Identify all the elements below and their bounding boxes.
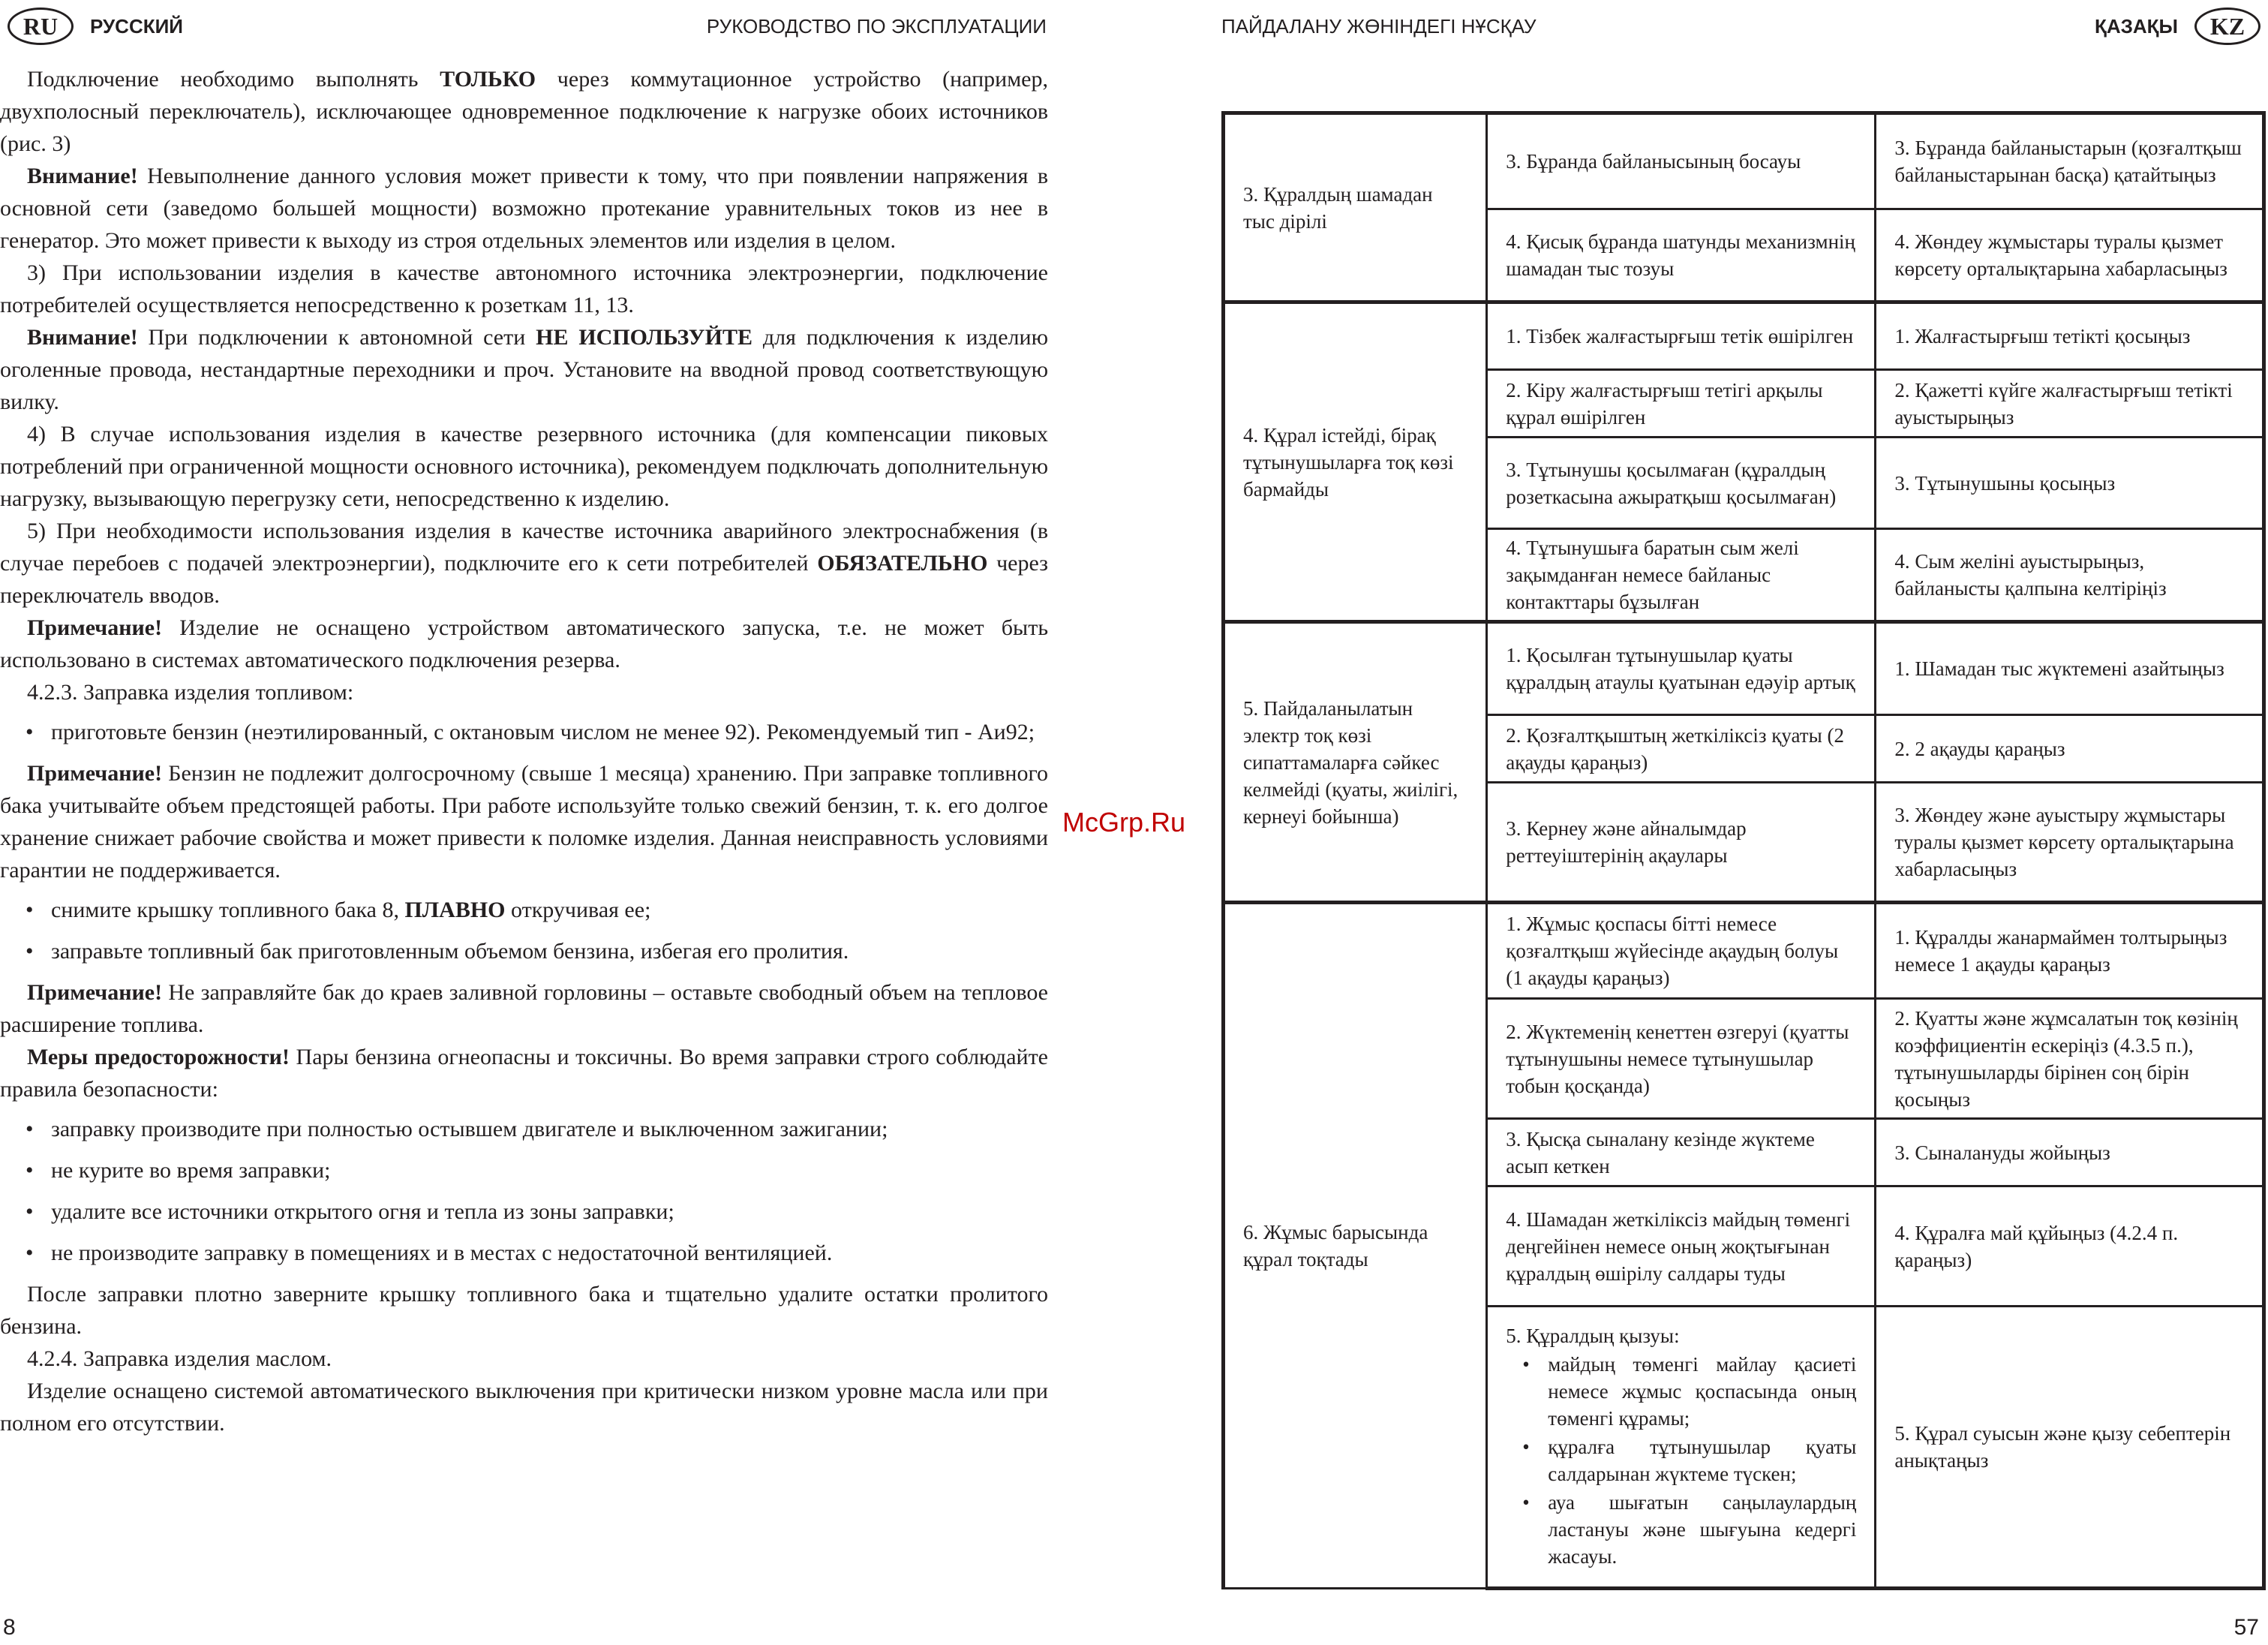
paragraph-reserve: 4) В случае использования изделия в качестве резервного источника (для компенсации пиковых потреблений при ограниченной мощности основного источника), рекомендуем подключать дополнительную нагрузку, вызывающую перегрузку сети, непосредственно к изделию.: [0, 422, 1048, 511]
list-item: • құралға тұтынушылар қуаты салдарынан жүктеме түскен;: [1506, 1433, 1856, 1487]
problem-cell: 4. Құрал істейді, бірақ тұтынушыларға тоқ көзі бармайды: [1224, 302, 1487, 622]
cause-cell: 3. Кернеу және айналымдар реттеуіштерінің ақаулары: [1487, 783, 1876, 903]
paragraph-warning-1: Внимание! Невыполнение данного условия может привести к тому, что при появлении напряжения в основной сети (заведомо большей мощности) возможно протекание уравнительных токов из нее в генератор. Это может привести к выходу из строя отдельных элементов или изделия в целом.: [0, 164, 1048, 253]
language-badge-kz: KZ: [2194, 8, 2260, 45]
cause-cell: 2. Жүктеменің кенеттен өзгеруі (қуатты тұтынушыны немесе тұтынушылар тобын қосқанда): [1487, 999, 1876, 1119]
paragraph-note-2: Примечание! Бензин не подлежит долгосрочному (свыше 1 месяца) хранению. При заправке топливного бака учитывайте объем предстоящей работы. При работе используйте только свежий бензин, т. к. его долгое хранение снижает рабочие свойства и может привести к поломке изделия. Данная неисправность условиями гарантии не поддерживается.: [0, 761, 1048, 883]
page-number-left: 8: [3, 1615, 16, 1640]
fuel-list-1: [0, 716, 1048, 748]
solution-cell: 2. 2 ақауды қараңыз: [1876, 715, 2264, 783]
section-heading-fuel: 4.2.3. Заправка изделия топливом:: [27, 680, 354, 705]
problem-cell: 6. Жұмыс барысында құрал тоқтады: [1224, 903, 1487, 1589]
solution-cell: 3. Бұранда байланыстарын (қозғалтқыш байланыстарынан басқа) қатайтыңыз: [1876, 113, 2264, 209]
cause-bullet-list: [1506, 1351, 1856, 1570]
problem-cell: 3. Құралдың шамадан тыс дірілі: [1224, 113, 1487, 302]
paragraph-connection: Подключение необходимо выполнять ТОЛЬКО через коммутационное устройство (например, двухполосный переключатель), исключающее одновременное подключение к нагрузке обоих источников (рис. 3): [0, 67, 1048, 156]
cause-cell: 4. Қисық бұранда шатунды механизмнің шамадан тыс тозуы: [1487, 209, 1876, 302]
watermark: McGrp.Ru: [1062, 807, 1186, 838]
solution-cell: 1. Құралды жанармаймен толтырыңыз немесе 1 ақауды қараңыз: [1876, 903, 2264, 999]
language-badge-ru: RU: [8, 8, 74, 45]
list-item: • удалите все источники открытого огня и тепла из зоны заправки;: [0, 1195, 1048, 1228]
cause-cell: 1. Қосылған тұтынушылар қуаты құралдың атаулы қуатынан едәуір артық: [1487, 622, 1876, 715]
cause-cell: 3. Қысқа сыналану кезінде жүктеме асып кеткен: [1487, 1119, 1876, 1186]
solution-cell: 5. Құрал суысын және қызу себептерін анықтаңыз: [1876, 1307, 2264, 1589]
list-item: • заправьте топливный бак приготовленным объемом бензина, избегая его пролития.: [0, 935, 1048, 967]
paragraph-note-3: Примечание! Не заправляйте бак до краев заливной горловины – оставьте свободный объем на тепловое расширение топлива.: [0, 980, 1048, 1037]
list-item: • не производите заправку в помещениях и в местах с недостаточной вентиляцией.: [0, 1237, 1048, 1269]
cause-cell: 3. Бұранда байланысының босауы: [1487, 113, 1876, 209]
solution-cell: 1. Шамадан тыс жүктемені азайтыңыз: [1876, 622, 2264, 715]
header-right-language: [2095, 9, 2260, 44]
page-number-right: 57: [2233, 1615, 2259, 1640]
paragraph-emergency: 5) При необходимости использования изделия в качестве источника аварийного электроснабжения (в случае перебоев с подачей электроэнергии), подключите его к сети потребителей ОБЯЗАТЕЛЬНО через переключатель вводов.: [0, 519, 1049, 608]
paragraph-precautions: Меры предосторожности! Пары бензина огнеопасны и токсичны. Во время заправки строго соблюдайте правила безопасности:: [0, 1045, 1048, 1102]
solution-cell: 3. Тұтынушыны қосыңыз: [1876, 438, 2264, 529]
cause-cell: 4. Тұтынушыға баратын сым желі зақымданған немесе байланыс контакттары бұзылған: [1487, 529, 1876, 622]
left-page-body: [0, 63, 1048, 1439]
list-item: • ауа шығатын саңылаулардың ластануы және шығуына кедергі жасауы.: [1506, 1489, 1856, 1570]
table-row: [1224, 113, 2264, 209]
section-heading-oil: 4.2.4. Заправка изделия маслом.: [27, 1346, 332, 1371]
list-item: • не курите во время заправки;: [0, 1154, 1048, 1186]
list-item: • майдың төменгі майлау қасиеті немесе жұмыс қоспасында оның төменгі құрамы;: [1506, 1351, 1856, 1432]
problem-cell: 5. Пайдаланылатын электр тоқ көзі сипаттамаларға сәйкес келмейді (қуаты, жиілігі, кернеуі бойынша): [1224, 622, 1487, 903]
list-item: • снимите крышку топливного бака 8, ПЛАВНО откручивая ее;: [0, 894, 1048, 926]
language-name-kz: ҚАЗАҚЫ: [2094, 14, 2178, 38]
solution-cell: 4. Жөндеу жұмыстары туралы қызмет көрсету орталықтарына хабарласыңыз: [1876, 209, 2264, 302]
list-item: • заправку производите при полностью остывшем двигателе и выключенном зажигании;: [0, 1113, 1048, 1145]
cause-cell: 1. Жұмыс қоспасы бітті немесе қозғалтқыш жүйесінде ақаудың болуы (1 ақауды қараңыз): [1487, 903, 1876, 999]
language-name-ru: РУССКИЙ: [90, 14, 183, 38]
solution-cell: 2. Қуатты және жұмсалатын тоқ көзінің коэффициентін ескеріңіз (4.3.5 п.), тұтынушыларды бірінен соң бірін қосыңыз: [1876, 999, 2264, 1119]
troubleshooting-table: [1221, 111, 2266, 1590]
paragraph-note-1: Примечание! Изделие не оснащено устройством автоматического запуска, т.е. не может быть использовано в системах автоматического подключения резерва.: [0, 615, 1048, 672]
header-left-title: РУКОВОДСТВО ПО ЭКСПЛУАТАЦИИ: [706, 14, 1047, 38]
solution-cell: 4. Құралға май құйыңыз (4.2.4 п. қараңыз): [1876, 1186, 2264, 1307]
fuel-list-2: [0, 894, 1048, 967]
solution-cell: 4. Сым желіні ауыстырыңыз, байланысты қалпына келтіріңіз: [1876, 529, 2264, 622]
cause-cell: [1487, 1307, 1876, 1589]
header-left-language: [8, 9, 183, 44]
cause-cell: 4. Шамадан жеткіліксіз майдың төменгі деңгейінен немесе оның жоқтығынан құралдың өшірілу салдары туды: [1487, 1186, 1876, 1307]
cause-cell: 1. Тізбек жалғастырғыш тетік өшірілген: [1487, 302, 1876, 370]
solution-cell: 1. Жалғастырғыш тетікті қосыңыз: [1876, 302, 2264, 370]
header-right-title: ПАЙДАЛАНУ ЖӨНІНДЕГІ НҰСҚАУ: [1221, 14, 1537, 38]
cause-cell: 2. Кіру жалғастырғыш тетігі арқылы құрал өшірілген: [1487, 370, 1876, 438]
table-row: [1224, 302, 2264, 370]
cause-cell: 3. Тұтынушы қосылмаған (құралдың розеткасына ажыратқыш қосылмаған): [1487, 438, 1876, 529]
solution-cell: 3. Жөндеу және ауыстыру жұмыстары туралы қызмет көрсету орталықтарына хабарласыңыз: [1876, 783, 2264, 903]
paragraph-autonomous: 3) При использовании изделия в качестве автономного источника электроэнергии, подключение потребителей осуществляется непосредственно к розеткам 11, 13.: [0, 260, 1048, 317]
solution-cell: 3. Сыналануды жойыңыз: [1876, 1119, 2264, 1186]
cause-title: 5. Құралдың қызуы:: [1506, 1325, 1680, 1347]
solution-cell: 2. Қажетті күйге жалғастырғыш тетікті ауыстырыңыз: [1876, 370, 2264, 438]
table-row: [1224, 622, 2264, 715]
list-item: • приготовьте бензин (неэтилированный, с октановым числом не менее 92). Рекомендуемый тип - Аи92;: [0, 716, 1048, 748]
paragraph-oil: Изделие оснащено системой автоматического выключения при критически низком уровне масла или при полном его отсутствии.: [0, 1379, 1048, 1436]
table-row: [1224, 903, 2264, 999]
safety-list: [0, 1113, 1048, 1269]
cause-cell: 2. Қозғалтқыштың жеткіліксіз қуаты (2 ақауды қараңыз): [1487, 715, 1876, 783]
paragraph-after-fueling: После заправки плотно заверните крышку топливного бака и тщательно удалите остатки пролитого бензина.: [0, 1282, 1048, 1339]
paragraph-warning-2: Внимание! При подключении к автономной сети НЕ ИСПОЛЬЗУЙТЕ для подключения к изделию оголенные провода, нестандартные переходники и проч. Установите на вводной провод соответствующую вилку.: [0, 325, 1048, 414]
